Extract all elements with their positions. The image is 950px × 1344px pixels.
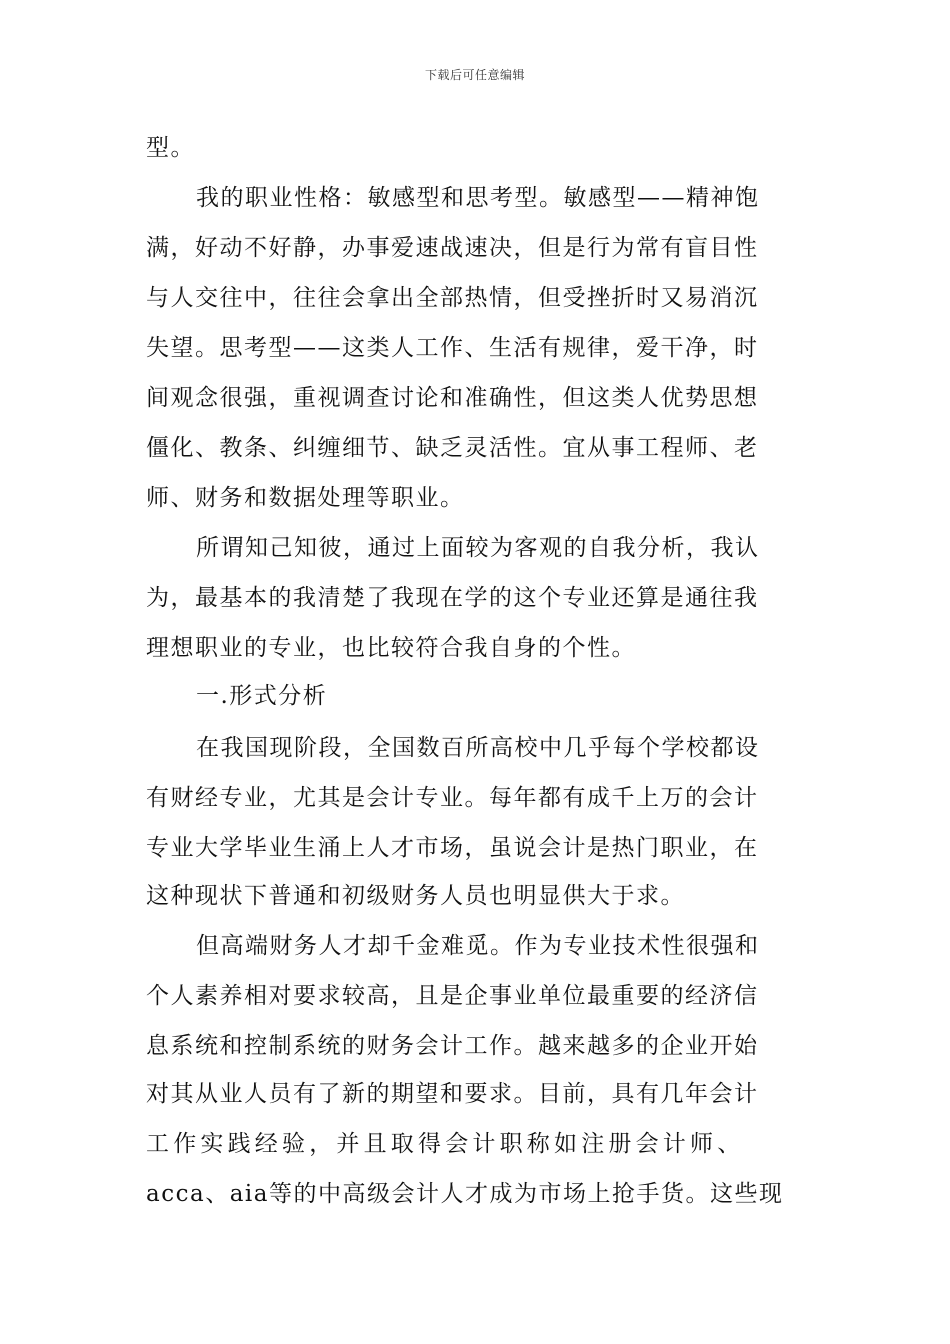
- text-line: 但高端财务人才却千金难觅。作为专业技术性很强和: [196, 933, 760, 959]
- text-line: 个人素养相对要求较高，且是企事业单位最重要的经济信: [146, 983, 759, 1009]
- text-line: 失望。思考型——这类人工作、生活有规律，爱干净，时: [146, 335, 759, 361]
- text-line: 这种现状下普通和初级财务人员也明显供大于求。: [146, 883, 685, 909]
- text-line: 工作实践经验，并且取得会计职称如注册会计师、: [146, 1131, 745, 1157]
- text-line: 师、财务和数据处理等职业。: [146, 485, 465, 511]
- section-heading: 一.形式分析: [196, 683, 328, 709]
- text-line: 僵化、教条、纠缠细节、缺乏灵活性。宜从事工程师、老: [146, 435, 759, 461]
- text-line: 与人交往中，往往会拿出全部热情，但受挫折时又易消沉: [146, 285, 759, 311]
- page-header: 下载后可任意编辑: [424, 68, 525, 82]
- text-line: 息系统和控制系统的财务会计工作。越来越多的企业开始: [146, 1033, 759, 1059]
- text-line: 理想职业的专业，也比较符合我自身的个性。: [146, 635, 636, 661]
- text-line: 型。: [146, 135, 195, 161]
- text-line: 为，最基本的我清楚了我现在学的这个专业还算是通往我: [146, 585, 759, 611]
- text-line: 我的职业性格：敏感型和思考型。敏感型——精神饱: [196, 185, 760, 211]
- text-line: 有财经专业，尤其是会计专业。每年都有成千上万的会计: [146, 785, 759, 811]
- text-line: 在我国现阶段，全国数百所高校中几乎每个学校都设: [196, 735, 760, 761]
- text-line: acca、aia等的中高级会计人才成为市场上抢手货。这些现: [146, 1181, 784, 1207]
- text-line: 对其从业人员有了新的期望和要求。目前，具有几年会计: [146, 1081, 759, 1107]
- text-line: 间观念很强，重视调查讨论和准确性，但这类人优势思想: [146, 385, 759, 411]
- text-line: 所谓知己知彼，通过上面较为客观的自我分析，我认: [196, 535, 760, 561]
- text-line: 满，好动不好静，办事爱速战速决，但是行为常有盲目性: [146, 235, 759, 261]
- text-line: 专业大学毕业生涌上人才市场，虽说会计是热门职业，在: [146, 835, 759, 861]
